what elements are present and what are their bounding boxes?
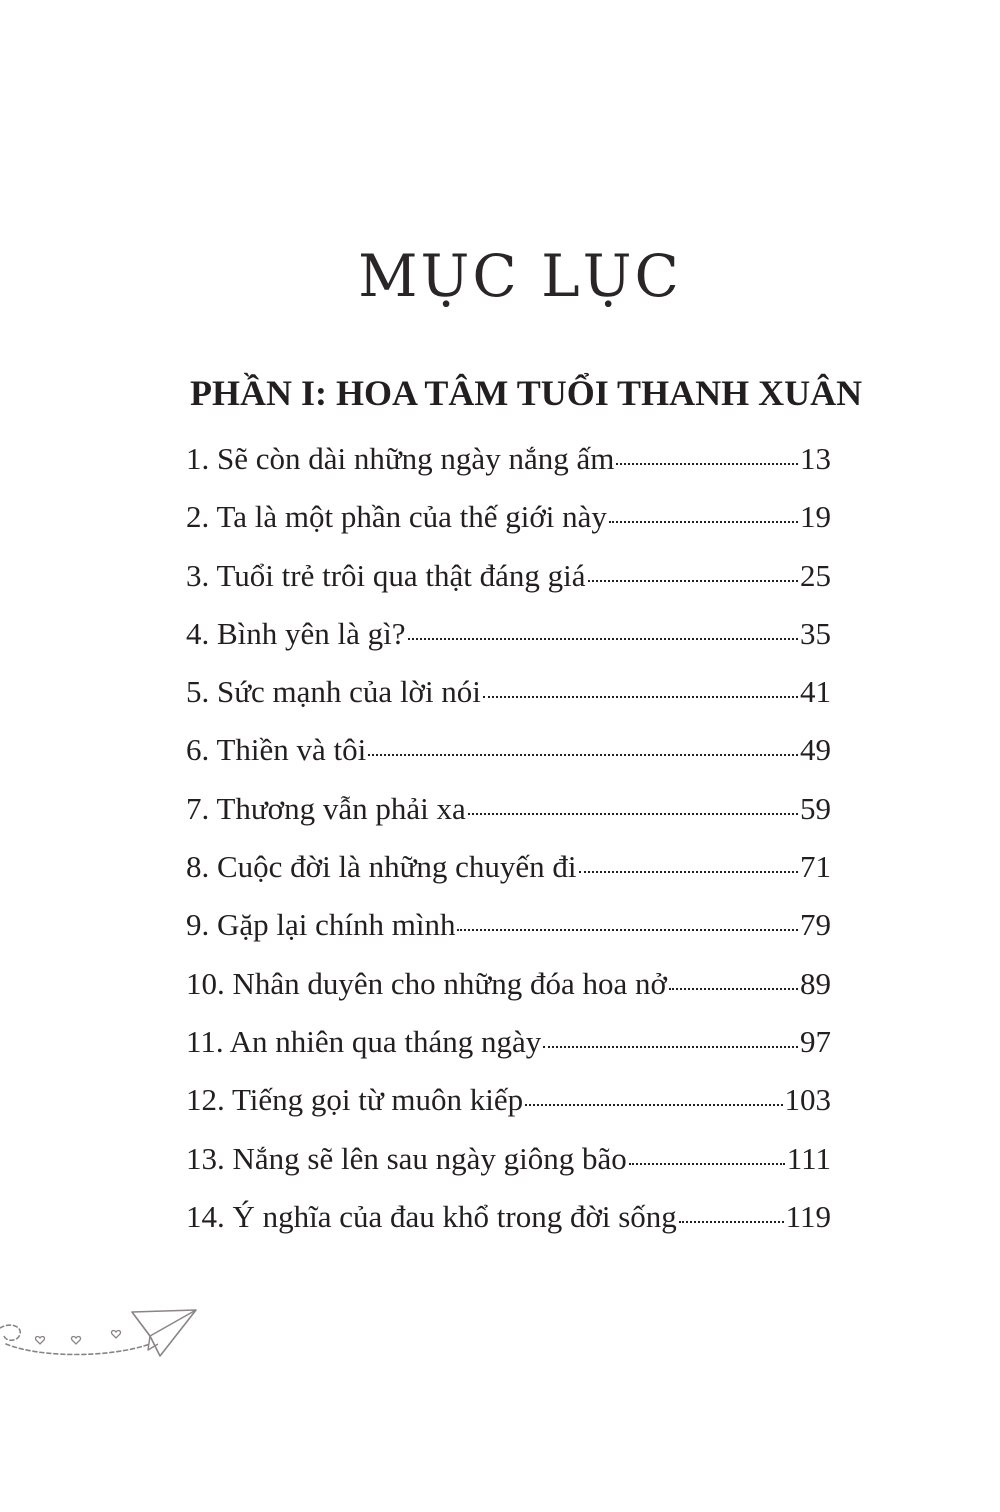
toc-item-page: 25 [800,557,831,593]
dot-leader [679,1220,784,1223]
toc-item-page: 119 [785,1198,831,1234]
dot-leader [457,928,798,931]
dot-leader [525,1103,782,1106]
page-title: MỤC LỤC [358,242,682,310]
toc-item-page: 35 [800,615,831,651]
toc-item-title: 9. Gặp lại chính mình [186,907,456,943]
dot-leader [669,987,798,990]
toc-item-title: 3. Tuổi trẻ trôi qua thật đáng giá [186,557,586,593]
toc-item-title: 4. Bình yên là gì? [186,615,406,651]
table-of-contents [186,430,831,1246]
dot-leader [408,637,798,640]
toc-item-page: 89 [800,965,831,1001]
toc-item[interactable] [186,1013,831,1071]
dot-leader [588,579,798,582]
dot-leader [629,1162,785,1165]
toc-item[interactable] [186,1071,831,1129]
toc-item[interactable] [186,838,831,896]
dot-leader [616,462,798,465]
toc-item[interactable] [186,605,831,663]
dot-leader [579,870,799,873]
toc-item[interactable] [186,488,831,546]
toc-item[interactable] [186,1130,831,1188]
toc-item-title: 7. Thương vẫn phải xa [186,790,466,826]
toc-item[interactable] [186,663,831,721]
toc-item[interactable] [186,1188,831,1246]
toc-item[interactable] [186,721,831,779]
toc-item-page: 111 [786,1140,831,1176]
toc-item-page: 19 [800,499,831,535]
section-heading: PHẦN I: HOA TÂM TUỔI THANH XUÂN [190,373,863,413]
dot-leader [468,812,798,815]
toc-item[interactable] [186,547,831,605]
toc-item[interactable] [186,430,831,488]
toc-item-page: 49 [800,732,831,768]
toc-item-page: 97 [800,1023,831,1059]
toc-item-page: 41 [800,674,831,710]
toc-item-title: 10. Nhân duyên cho những đóa hoa nở [186,965,667,1001]
dot-leader [543,1045,798,1048]
toc-item-title: 1. Sẽ còn dài những ngày nắng ấm [186,441,615,476]
toc-item-page: 71 [800,849,831,885]
dot-leader [368,753,798,756]
toc-item-page: 103 [784,1082,831,1118]
toc-item[interactable] [186,955,831,1013]
toc-item-title: 13. Nắng sẽ lên sau ngày giông bão [186,1140,627,1176]
toc-item-title: 2. Ta là một phần của thế giới này [186,499,607,535]
toc-item-page: 79 [800,907,831,943]
dot-leader [609,520,798,523]
toc-item-title: 14. Ý nghĩa của đau khổ trong đời sống [186,1198,677,1234]
paper-plane-with-hearts-trail-icon [0,1300,205,1370]
toc-item-page: 13 [800,441,831,476]
toc-item-page: 59 [800,790,831,826]
toc-item-title: 12. Tiếng gọi từ muôn kiếp [186,1082,524,1118]
toc-item[interactable] [186,896,831,954]
toc-item[interactable] [186,780,831,838]
toc-item-title: 11. An nhiên qua tháng ngày [186,1023,542,1059]
toc-item-title: 5. Sức mạnh của lời nói [186,674,481,710]
toc-item-title: 6. Thiền và tôi [186,732,367,768]
dot-leader [483,695,798,698]
toc-item-title: 8. Cuộc đời là những chuyến đi [186,849,577,885]
